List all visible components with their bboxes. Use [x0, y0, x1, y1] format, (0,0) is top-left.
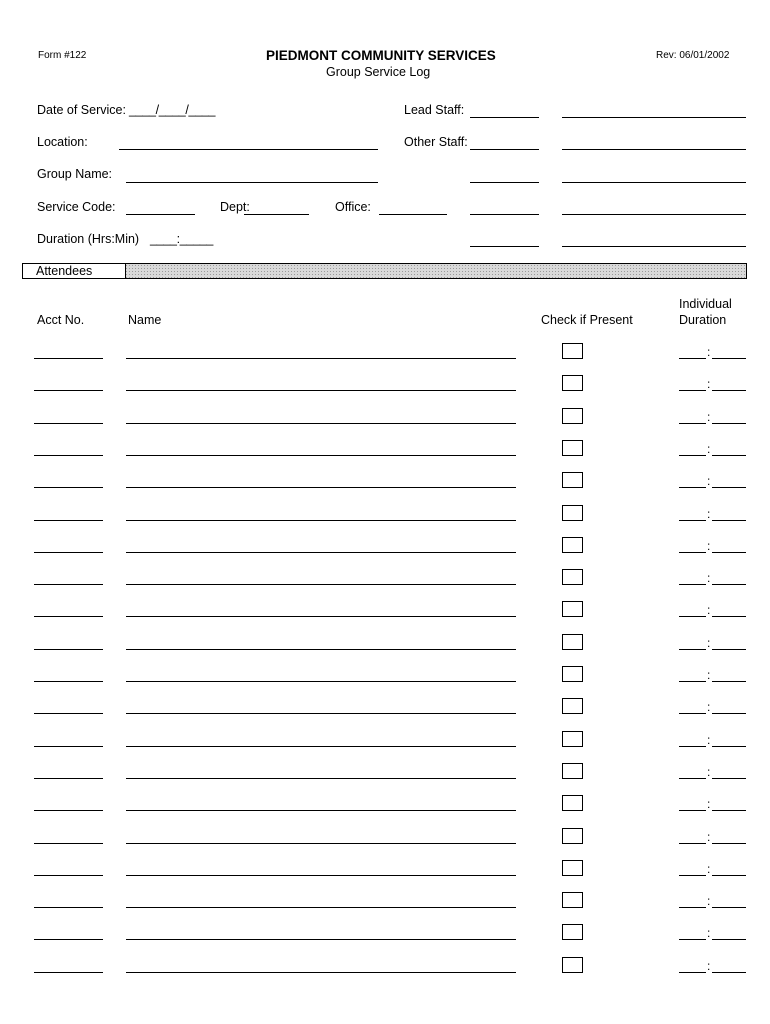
other-staff-field-3[interactable]: [470, 214, 539, 215]
acct-no-field[interactable]: [34, 843, 103, 844]
individual-duration-header-line2: Duration: [679, 313, 727, 327]
acct-no-field[interactable]: [34, 875, 103, 876]
duration-minutes-line[interactable]: [712, 423, 746, 424]
attendee-name-field[interactable]: [126, 972, 516, 973]
present-checkbox[interactable]: [562, 343, 583, 359]
individual-duration-field[interactable]: [679, 343, 746, 359]
individual-duration-field[interactable]: [679, 828, 746, 844]
lead-staff-label: Lead Staff:: [404, 103, 465, 117]
duration-hours-line[interactable]: [679, 390, 706, 391]
duration-colon: :: [707, 926, 711, 941]
duration-hours-line[interactable]: [679, 778, 706, 779]
present-checkbox[interactable]: [562, 505, 583, 521]
date-of-service-label: Date of Service:: [37, 103, 126, 117]
duration-minutes-line[interactable]: [712, 907, 746, 908]
attendee-name-field[interactable]: [126, 584, 516, 585]
present-checkbox[interactable]: [562, 601, 583, 617]
attendee-name-field[interactable]: [126, 455, 516, 456]
duration-hours-line[interactable]: [679, 520, 706, 521]
attendee-name-field[interactable]: [126, 778, 516, 779]
duration-hours-line[interactable]: [679, 875, 706, 876]
acct-no-field[interactable]: [34, 972, 103, 973]
name-column-header: Name: [128, 313, 162, 327]
attendee-name-field[interactable]: [126, 810, 516, 811]
duration-colon: :: [707, 635, 711, 650]
other-staff-label: Other Staff:: [404, 135, 468, 149]
present-checkbox[interactable]: [562, 731, 583, 747]
duration-hours-line[interactable]: [679, 487, 706, 488]
other-staff-name-field-3[interactable]: [562, 214, 746, 215]
acct-no-field[interactable]: [34, 649, 103, 650]
form-number: Form #122: [38, 50, 87, 61]
duration-minutes-line[interactable]: [712, 843, 746, 844]
service-code-field[interactable]: [126, 214, 195, 215]
revision-date: Rev: 06/01/2002: [656, 50, 730, 61]
duration-colon: :: [707, 506, 711, 521]
attendee-name-field[interactable]: [126, 520, 516, 521]
office-label: Office:: [335, 200, 371, 214]
duration-minutes-line[interactable]: [712, 746, 746, 747]
service-code-label: Service Code:: [37, 200, 116, 214]
attendee-name-field[interactable]: [126, 423, 516, 424]
duration-hours-line[interactable]: [679, 907, 706, 908]
acct-no-column-header: Acct No.: [37, 313, 85, 327]
group-name-field[interactable]: [126, 182, 378, 183]
attendee-name-field[interactable]: [126, 487, 516, 488]
individual-duration-field[interactable]: [679, 569, 746, 585]
duration-colon: :: [707, 377, 711, 392]
acct-no-field[interactable]: [34, 390, 103, 391]
individual-duration-field[interactable]: [679, 892, 746, 908]
duration-minutes-line[interactable]: [712, 810, 746, 811]
present-checkbox[interactable]: [562, 924, 583, 940]
acct-no-field[interactable]: [34, 520, 103, 521]
present-checkbox[interactable]: [562, 698, 583, 714]
other-staff-name-field-2[interactable]: [562, 182, 746, 183]
duration-minutes-line[interactable]: [712, 616, 746, 617]
attendee-name-field[interactable]: [126, 681, 516, 682]
present-checkbox[interactable]: [562, 763, 583, 779]
attendee-name-field[interactable]: [126, 875, 516, 876]
office-field[interactable]: [379, 214, 447, 215]
other-staff-field-2[interactable]: [470, 182, 539, 183]
attendees-section-label: Attendees: [33, 264, 126, 278]
duration-hours-line[interactable]: [679, 616, 706, 617]
location-label: Location:: [37, 135, 88, 149]
duration-minutes-line[interactable]: [712, 552, 746, 553]
duration-colon: :: [707, 764, 711, 779]
individual-duration-field[interactable]: [679, 601, 746, 617]
present-checkbox[interactable]: [562, 569, 583, 585]
dept-field[interactable]: [244, 214, 309, 215]
duration-minutes-line[interactable]: [712, 713, 746, 714]
duration-minutes-line[interactable]: [712, 972, 746, 973]
duration-colon: :: [707, 861, 711, 876]
acct-no-field[interactable]: [34, 552, 103, 553]
duration-field[interactable]: ____:_____: [150, 232, 214, 246]
attendee-name-field[interactable]: [126, 939, 516, 940]
duration-minutes-line[interactable]: [712, 487, 746, 488]
form-subtitle: Group Service Log: [326, 65, 431, 79]
attendee-name-field[interactable]: [126, 358, 516, 359]
duration-label: Duration (Hrs:Min): [37, 232, 140, 246]
acct-no-field[interactable]: [34, 616, 103, 617]
duration-minutes-line[interactable]: [712, 455, 746, 456]
individual-duration-field[interactable]: [679, 860, 746, 876]
individual-duration-header-line1: Individual: [679, 297, 732, 311]
present-checkbox[interactable]: [562, 860, 583, 876]
duration-hours-line[interactable]: [679, 843, 706, 844]
attendee-name-field[interactable]: [126, 713, 516, 714]
acct-no-field[interactable]: [34, 778, 103, 779]
duration-colon: :: [707, 894, 711, 909]
duration-colon: :: [707, 571, 711, 586]
duration-minutes-line[interactable]: [712, 358, 746, 359]
duration-hours-line[interactable]: [679, 455, 706, 456]
location-field[interactable]: [119, 149, 378, 150]
other-staff-field-1[interactable]: [470, 149, 539, 150]
check-if-present-column-header: Check if Present: [541, 313, 633, 327]
duration-colon: :: [707, 345, 711, 359]
individual-duration-field[interactable]: [679, 440, 746, 456]
other-staff-field-4[interactable]: [470, 246, 539, 247]
acct-no-field[interactable]: [34, 939, 103, 940]
acct-no-field[interactable]: [34, 681, 103, 682]
duration-hours-line[interactable]: [679, 939, 706, 940]
present-checkbox[interactable]: [562, 440, 583, 456]
duration-hours-line[interactable]: [679, 681, 706, 682]
duration-minutes-line[interactable]: [712, 520, 746, 521]
date-of-service-field[interactable]: ____/____/____: [129, 103, 216, 117]
duration-hours-line[interactable]: [679, 584, 706, 585]
duration-minutes-line[interactable]: [712, 390, 746, 391]
attendee-name-field[interactable]: [126, 843, 516, 844]
other-staff-name-field-4[interactable]: [562, 246, 746, 247]
duration-hours-line[interactable]: [679, 358, 706, 359]
duration-colon: :: [707, 797, 711, 812]
acct-no-field[interactable]: [34, 423, 103, 424]
individual-duration-field[interactable]: [679, 634, 746, 650]
duration-colon: :: [707, 603, 711, 618]
duration-hours-line[interactable]: [679, 649, 706, 650]
duration-minutes-line[interactable]: [712, 681, 746, 682]
individual-duration-field[interactable]: [679, 375, 746, 391]
individual-duration-field[interactable]: [679, 472, 746, 488]
duration-colon: :: [707, 409, 711, 424]
duration-hours-line[interactable]: [679, 810, 706, 811]
acct-no-field[interactable]: [34, 487, 103, 488]
duration-hours-line[interactable]: [679, 552, 706, 553]
duration-colon: :: [707, 474, 711, 489]
duration-hours-line[interactable]: [679, 746, 706, 747]
attendee-name-field[interactable]: [126, 616, 516, 617]
acct-no-field[interactable]: [34, 358, 103, 359]
individual-duration-field[interactable]: [679, 666, 746, 682]
duration-hours-line[interactable]: [679, 423, 706, 424]
duration-colon: :: [707, 441, 711, 456]
group-name-label: Group Name:: [37, 167, 113, 181]
present-checkbox[interactable]: [562, 634, 583, 650]
duration-colon: :: [707, 829, 711, 844]
duration-colon: :: [707, 538, 711, 553]
present-checkbox[interactable]: [562, 408, 583, 424]
individual-duration-field[interactable]: [679, 537, 746, 553]
duration-minutes-line[interactable]: [712, 939, 746, 940]
attendee-name-field[interactable]: [126, 552, 516, 553]
attendee-name-field[interactable]: [126, 390, 516, 391]
acct-no-field[interactable]: [34, 907, 103, 908]
acct-no-field[interactable]: [34, 746, 103, 747]
individual-duration-field[interactable]: [679, 957, 746, 973]
other-staff-name-field-1[interactable]: [562, 149, 746, 150]
present-checkbox[interactable]: [562, 957, 583, 973]
present-checkbox[interactable]: [562, 537, 583, 553]
duration-minutes-line[interactable]: [712, 875, 746, 876]
duration-minutes-line[interactable]: [712, 584, 746, 585]
duration-colon: :: [707, 958, 711, 973]
attendees-section-bar: [22, 263, 747, 279]
attendee-name-field[interactable]: [126, 746, 516, 747]
duration-minutes-line[interactable]: [712, 649, 746, 650]
org-name: PIEDMONT COMMUNITY SERVICES: [266, 48, 496, 63]
acct-no-field[interactable]: [34, 810, 103, 811]
acct-no-field[interactable]: [34, 713, 103, 714]
present-checkbox[interactable]: [562, 472, 583, 488]
duration-minutes-line[interactable]: [712, 778, 746, 779]
duration-colon: :: [707, 700, 711, 715]
acct-no-field[interactable]: [34, 584, 103, 585]
individual-duration-field[interactable]: [679, 408, 746, 424]
individual-duration-field[interactable]: [679, 698, 746, 714]
attendee-name-field[interactable]: [126, 649, 516, 650]
dept-label: Dept:: [220, 200, 250, 214]
individual-duration-field[interactable]: [679, 505, 746, 521]
present-checkbox[interactable]: [562, 375, 583, 391]
acct-no-field[interactable]: [34, 455, 103, 456]
individual-duration-field[interactable]: [679, 924, 746, 940]
duration-colon: :: [707, 732, 711, 747]
individual-duration-field[interactable]: [679, 731, 746, 747]
lead-staff-field[interactable]: [470, 117, 539, 118]
present-checkbox[interactable]: [562, 828, 583, 844]
duration-hours-line[interactable]: [679, 972, 706, 973]
lead-staff-name-field[interactable]: [562, 117, 746, 118]
duration-hours-line[interactable]: [679, 713, 706, 714]
duration-colon: :: [707, 668, 711, 682]
attendee-name-field[interactable]: [126, 907, 516, 908]
individual-duration-field[interactable]: [679, 763, 746, 779]
present-checkbox[interactable]: [562, 795, 583, 811]
present-checkbox[interactable]: [562, 666, 583, 682]
individual-duration-field[interactable]: [679, 795, 746, 811]
present-checkbox[interactable]: [562, 892, 583, 908]
